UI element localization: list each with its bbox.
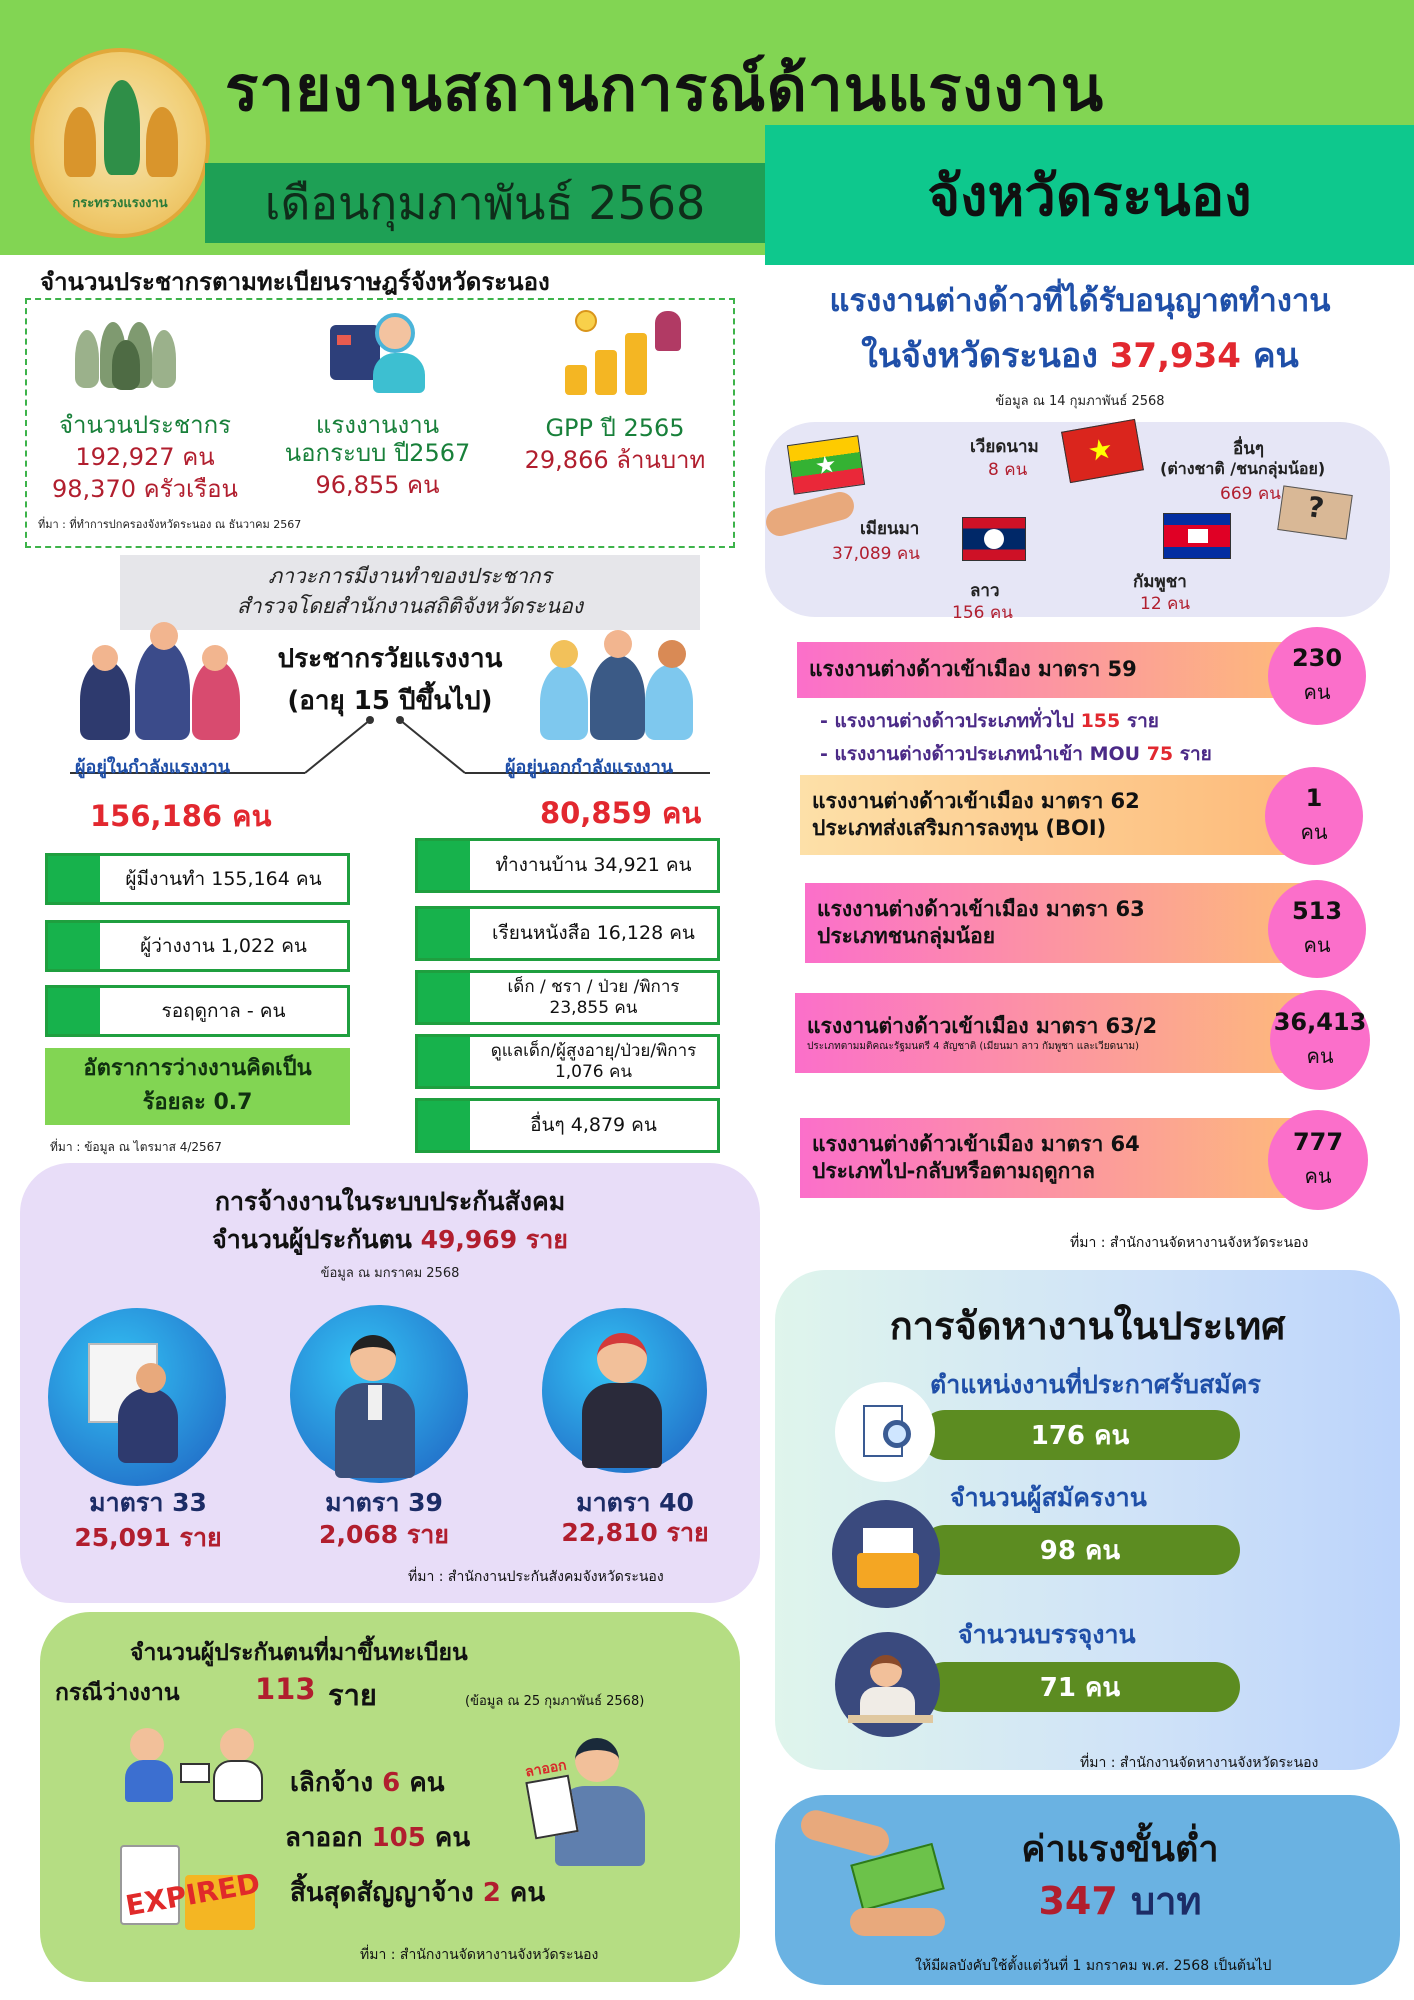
population-title: จำนวนประชากรตามทะเบียนราษฎร์จังหวัดระนอง	[40, 268, 550, 296]
sec59-mou-unit: ราย	[1179, 743, 1212, 765]
expired-stamp: EXPIRED	[123, 1866, 263, 1923]
section632-badge	[1270, 990, 1370, 1090]
studying-box	[415, 906, 720, 961]
unemp-as-of: (ข้อมูล ณ 25 กุมภาพันธ์ 2568)	[465, 1694, 645, 1709]
sec59-general-text: - แรงงานต่างด้าวประเภททั่วไป	[820, 710, 1074, 732]
ss-insured-label: จำนวนผู้ประกันตน	[212, 1225, 412, 1254]
min-wage-value: 347	[1038, 1879, 1118, 1923]
layoff-line	[290, 1762, 444, 1803]
unemployed-text: ผู้ว่างงาน 1,022 คน	[140, 934, 307, 957]
section62-value: 1	[1305, 784, 1323, 812]
layoff-label: เลิกจ้าง	[290, 1768, 374, 1798]
informal-label-1: แรงงานงาน	[315, 411, 440, 439]
ss-source: ที่มา : สำนักงานประกันสังคมจังหวัดระนอง	[408, 1569, 664, 1585]
gpp-growth-icon	[555, 305, 695, 400]
child-elder-text-2: 23,855 คน	[549, 997, 638, 1018]
job-posted-label: ตำแหน่งงานที่ประกาศรับสมัคร	[930, 1370, 1261, 1399]
vietnam-flag-icon: ★	[1061, 419, 1144, 483]
province-label: จังหวัดระนอง	[765, 125, 1414, 265]
section59-value: 230	[1291, 644, 1343, 672]
month-label: เดือนกุมภาพันธ์ 2568	[205, 163, 765, 243]
employed-box	[45, 853, 350, 905]
housework-text: ทำงานบ้าน 34,921 คน	[495, 854, 692, 877]
min-wage-line	[960, 1870, 1280, 1931]
section33-name: มาตรา 33	[89, 1488, 207, 1517]
unemployment-rate-box	[45, 1048, 350, 1125]
foreign-source: ที่มา : สำนักงานจัดหางานจังหวัดระนอง	[1070, 1235, 1309, 1251]
sec59-mou-value: 75	[1146, 743, 1174, 765]
sec59-mou	[820, 739, 1212, 769]
section39-value: 2,068 ราย	[319, 1520, 449, 1549]
foreign-title-2	[765, 328, 1395, 382]
rate-line2: ร้อยละ 0.7	[142, 1090, 253, 1115]
foreign-total: 37,934	[1109, 336, 1241, 376]
layoff-value: 6	[382, 1768, 401, 1798]
section40-value: 22,810 ราย	[561, 1518, 709, 1547]
foreign-title-pre: ในจังหวัดระนอง	[861, 336, 1098, 376]
section59-strip	[797, 642, 1297, 698]
employment-source: ที่มา : ข้อมูล ณ ไตรมาส 4/2567	[50, 1140, 222, 1154]
placed-value: 71 คน	[1039, 1672, 1121, 1703]
child-elder-text-1: เด็ก / ชรา / ป่วย /พิการ	[507, 977, 680, 998]
section632-unit: คน	[1306, 1044, 1334, 1068]
section63-badge	[1268, 880, 1366, 978]
money-hand-icon	[800, 1808, 950, 1938]
informal-label-2: นอกระบบ ปี2567	[284, 439, 471, 467]
placed-label: จำนวนบรรจุงาน	[958, 1620, 1136, 1649]
min-wage-note: ให้มีผลบังคับใช้ตั้งแต่วันที่ 1 มกราคม พ.ศ. 2568 เป็นต้นไป	[915, 1958, 1272, 1974]
gpp-label: GPP ปี 2565	[545, 414, 685, 442]
sec59-general-unit: ราย	[1126, 710, 1159, 732]
section63-sub: ประเภทชนกลุ่มน้อย	[817, 924, 996, 948]
resign-label: ลาออก	[285, 1823, 363, 1853]
placed-bar	[920, 1662, 1240, 1712]
other-nationality-value: 669 คน	[1220, 484, 1281, 504]
section40-name: มาตรา 40	[576, 1488, 694, 1517]
gpp-value: 29,866 ล้านบาท	[524, 446, 706, 474]
laos-flag-icon	[962, 517, 1026, 561]
page-title: รายงานสถานการณ์ด้านแรงงาน	[225, 52, 1105, 125]
section33-circle	[48, 1308, 226, 1486]
resign-unit: คน	[434, 1823, 471, 1853]
household-value: 98,370 ครัวเรือน	[52, 475, 238, 503]
section39-circle	[290, 1305, 468, 1483]
layoff-unit: คน	[409, 1768, 445, 1798]
employment-banner-line2: สำรวจโดยสำนักงานสถิติจังหวัดระนอง	[236, 594, 584, 618]
ss-title: การจ้างงานในระบบประกันสังคม	[214, 1187, 566, 1216]
ss-as-of: ข้อมูล ณ มกราคม 2568	[320, 1266, 460, 1281]
expired-illustration	[115, 1840, 263, 1950]
section64-unit: คน	[1304, 1164, 1332, 1188]
ss-insured-value: 49,969 ราย	[420, 1225, 568, 1254]
applicants-label: จำนวนผู้สมัครงาน	[950, 1483, 1147, 1512]
myanmar-name: เมียนมา	[860, 519, 920, 539]
working-age-line1: ประชากรวัยแรงงาน	[277, 644, 503, 674]
cambodia-name: กัมพูชา	[1133, 572, 1187, 592]
min-wage-title: ค่าแรงขั้นต่ำ	[1021, 1829, 1219, 1870]
unemp-total: 113	[255, 1672, 316, 1706]
logo-text: กระทรวงแรงงาน	[72, 196, 168, 211]
in-labor-label: ผู้อยู่ในกำลังแรงงาน	[75, 757, 231, 778]
employed-text: ผู้มีงานทำ 155,164 คน	[125, 867, 322, 890]
section632-strip	[795, 993, 1310, 1073]
ministry-logo	[30, 48, 210, 238]
section632-value: 36,413	[1273, 1008, 1367, 1036]
rate-line1: อัตราการว่างงานคิดเป็น	[83, 1056, 312, 1081]
applicants-bar	[920, 1525, 1240, 1575]
out-labor-label: ผู้อยู่นอกกำลังแรงงาน	[505, 757, 674, 778]
resign-value: 105	[371, 1823, 426, 1853]
section33-value: 25,091 ราย	[74, 1523, 222, 1552]
in-labor-value: 156,186 คน	[90, 799, 272, 833]
population-source: ที่มา : ที่ทำการปกครองจังหวัดระนอง ณ ธันวาคม 2567	[38, 518, 302, 531]
section64-strip	[800, 1118, 1310, 1198]
section62-strip	[800, 775, 1300, 855]
population-label: จำนวนประชากร	[58, 411, 232, 439]
sec59-mou-text: - แรงงานต่างด้าวประเภทนำเข้า MOU	[820, 743, 1141, 765]
vietnam-value: 8 คน	[988, 460, 1028, 480]
section64-badge	[1268, 1110, 1368, 1210]
min-wage-unit: บาท	[1131, 1879, 1202, 1923]
section62-unit: คน	[1300, 820, 1328, 844]
section63-strip	[805, 883, 1305, 963]
out-labor-value: 80,859 คน	[540, 796, 702, 830]
contract-end-label: สิ้นสุดสัญญาจ้าง	[290, 1878, 474, 1908]
contract-end-line	[290, 1872, 545, 1913]
foreign-title-1: แรงงานต่างด้าวที่ได้รับอนุญาตทำงาน	[829, 283, 1331, 319]
section62-badge	[1265, 767, 1363, 865]
unemp-title-2: กรณีว่างงาน	[55, 1680, 180, 1706]
laos-name: ลาว	[970, 581, 1000, 601]
cambodia-value: 12 คน	[1140, 594, 1191, 614]
contract-end-value: 2	[482, 1878, 501, 1908]
sec59-general-value: 155	[1080, 710, 1121, 732]
section59-title: แรงงานต่างด้าวเข้าเมือง มาตรา 59	[809, 657, 1137, 682]
resign-illustration	[525, 1738, 650, 1868]
myanmar-flag-icon: ★	[787, 435, 865, 495]
foreign-total-unit: คน	[1252, 336, 1299, 376]
vietnam-name: เวียดนาม	[970, 437, 1039, 457]
section62-sub: ประเภทส่งเสริมการลงทุน (BOI)	[812, 816, 1107, 840]
caregiver-box	[415, 1034, 720, 1089]
resign-line	[285, 1817, 470, 1858]
housework-box	[415, 838, 720, 893]
laos-value: 156 คน	[952, 603, 1013, 623]
job-search-icon	[835, 1382, 935, 1482]
foreign-as-of: ข้อมูล ณ 14 กุมภาพันธ์ 2568	[995, 394, 1165, 409]
section59-badge	[1268, 627, 1366, 725]
other-nationality-sub: (ต่างชาติ /ชนกลุ่มน้อย)	[1160, 459, 1326, 478]
people-group-icon	[70, 312, 180, 392]
sec59-general	[820, 706, 1159, 736]
contract-end-unit: คน	[509, 1878, 546, 1908]
applicants-value: 98 คน	[1039, 1535, 1121, 1566]
employment-banner-line1: ภาวะการมีงานทำของประชากร	[268, 564, 552, 588]
other-nationality-name: อื่นๆ	[1233, 439, 1264, 459]
job-posted-bar	[920, 1410, 1240, 1460]
employment-banner	[120, 555, 700, 630]
folder-icon	[832, 1500, 940, 1608]
child-elder-box	[415, 970, 720, 1025]
seasonal-text: รอฤดูกาล - คน	[161, 999, 286, 1022]
seasonal-box	[45, 985, 350, 1037]
section63-title: แรงงานต่างด้าวเข้าเมือง มาตรา 63	[817, 896, 1145, 921]
section64-title: แรงงานต่างด้าวเข้าเมือง มาตรา 64	[812, 1131, 1140, 1156]
resign-tag: ลาออก	[523, 1757, 568, 1781]
section632-sub: ประเภทตามมติคณะรัฐมนตรี 4 สัญชาติ (เมียนมา ลาว กัมพูชา และเวียดนาม)	[807, 1041, 1140, 1053]
section39-name: มาตรา 39	[325, 1488, 443, 1517]
unemployed-box	[45, 920, 350, 972]
caregiver-text-2: 1,076 คน	[554, 1061, 633, 1082]
layoff-illustration	[125, 1718, 270, 1803]
unemp-unit: ราย	[328, 1678, 377, 1712]
section63-unit: คน	[1303, 933, 1331, 957]
section64-value: 777	[1292, 1128, 1344, 1156]
caregiver-text-1: ดูแลเด็ก/ผู้สูงอายุ/ป่วย/พิการ	[490, 1041, 697, 1062]
unemp-title-1: จำนวนผู้ประกันตนที่มาขึ้นทะเบียน	[130, 1640, 468, 1666]
myanmar-value: 37,089 คน	[832, 544, 920, 564]
job-title: การจัดหางานในประเทศ	[889, 1304, 1286, 1348]
section59-unit: คน	[1303, 680, 1331, 704]
section63-value: 513	[1291, 897, 1343, 925]
other-out-text: อื่นๆ 4,879 คน	[530, 1114, 657, 1137]
unknown-flag-icon: ?	[1277, 485, 1353, 539]
job-source: ที่มา : สำนักงานจัดหางานจังหวัดระนอง	[1080, 1755, 1319, 1771]
section62-title: แรงงานต่างด้าวเข้าเมือง มาตรา 62	[812, 788, 1140, 813]
unemp-source: ที่มา : สำนักงานจัดหางานจังหวัดระนอง	[360, 1947, 599, 1963]
informal-worker-icon	[325, 305, 435, 395]
other-out-box	[415, 1098, 720, 1153]
section64-sub: ประเภทไป-กลับหรือตามฤดูกาล	[812, 1159, 1096, 1183]
section632-title: แรงงานต่างด้าวเข้าเมือง มาตรา 63/2	[807, 1013, 1158, 1038]
working-age-line2: (อายุ 15 ปีขึ้นไป)	[287, 686, 493, 716]
job-posted-value: 176 คน	[1030, 1420, 1130, 1451]
worker-at-desk-icon	[835, 1632, 940, 1737]
ss-insured-line	[20, 1220, 760, 1260]
population-value: 192,927 คน	[75, 443, 215, 471]
studying-text: เรียนหนังสือ 16,128 คน	[492, 922, 695, 945]
cambodia-flag-icon	[1163, 513, 1231, 559]
section40-circle	[542, 1308, 707, 1473]
informal-value: 96,855 คน	[315, 471, 440, 499]
